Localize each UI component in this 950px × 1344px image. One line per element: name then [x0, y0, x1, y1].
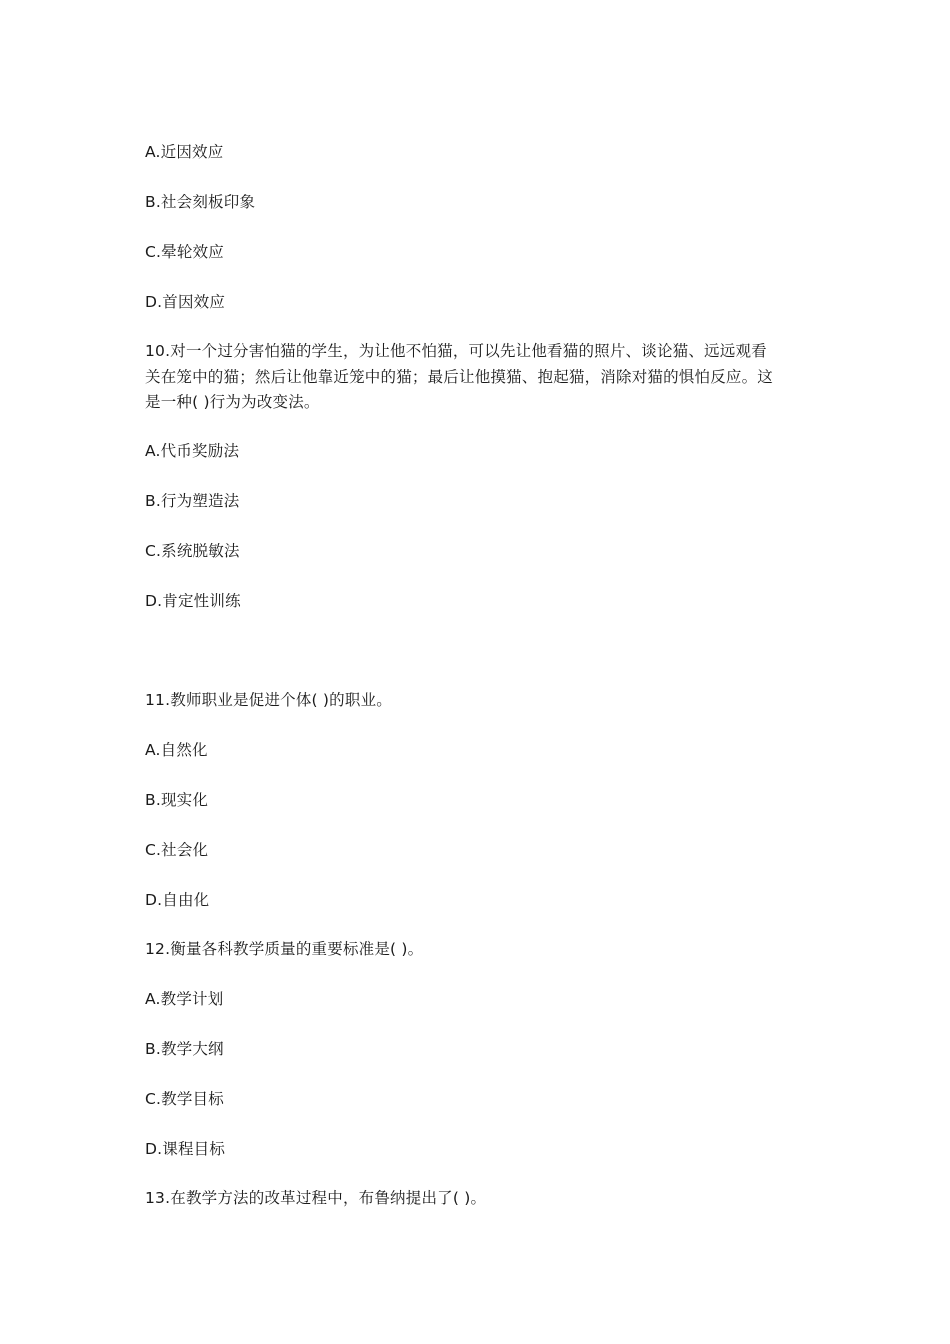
q12-option-c: C.教学目标: [145, 1090, 224, 1108]
q10-option-a: A.代币奖励法: [145, 442, 240, 460]
q9-option-d: D.首因效应: [145, 293, 226, 311]
q11-stem: 11.教师职业是促进个体( )的职业。: [145, 691, 392, 709]
q12-stem: 12.衡量各科教学质量的重要标准是( )。: [145, 940, 424, 958]
q9-option-b: B.社会刻板印象: [145, 193, 256, 211]
q10-option-b: B.行为塑造法: [145, 492, 240, 510]
q11-option-d: D.自由化: [145, 891, 210, 909]
q11-option-a: A.自然化: [145, 741, 208, 759]
q10-stem: [145, 339, 813, 416]
q10-stem-line: 是一种( )行为为改变法。: [145, 393, 320, 411]
q12-option-b: B.教学大纲: [145, 1040, 224, 1058]
q10-stem-line: 10.对一个过分害怕猫的学生，为让他不怕猫，可以先让他看猫的照片、谈论猫、远远观看: [145, 342, 767, 360]
q9-option-c: C.晕轮效应: [145, 243, 224, 261]
q9-option-a: A.近因效应: [145, 143, 224, 161]
q11-option-c: C.社会化: [145, 841, 209, 859]
q10-stem-line: 关在笼中的猫；然后让他靠近笼中的猫；最后让他摸猫、抱起猫，消除对猫的惧怕反应。这: [145, 367, 774, 386]
q12-option-a: A.教学计划: [145, 990, 224, 1008]
q10-option-d: D.肯定性训练: [145, 592, 241, 610]
q11-option-b: B.现实化: [145, 791, 209, 809]
q10-option-c: C.系统脱敏法: [145, 542, 240, 560]
q12-option-d: D.课程目标: [145, 1140, 226, 1158]
q13-stem: 13.在教学方法的改革过程中，布鲁纳提出了( )。: [145, 1189, 487, 1207]
